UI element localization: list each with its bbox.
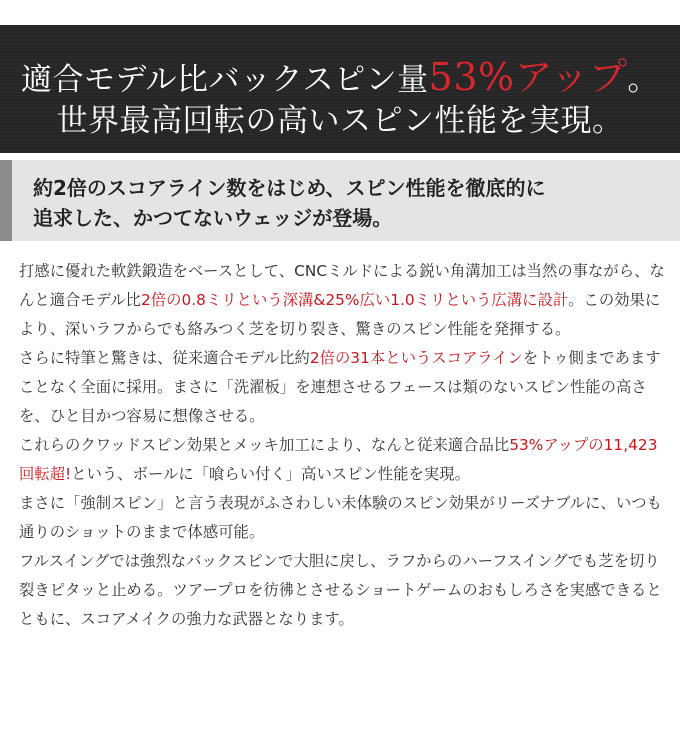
hero-headline [0, 46, 680, 101]
paragraph [19, 431, 669, 489]
hero-headline-text: 適合モデル比バックスピン量 [21, 62, 429, 98]
hero-subline: 世界最高回転の高いスピン性能を実現。 [56, 103, 624, 139]
paragraph [19, 257, 669, 344]
hero-headline-end: 。 [627, 62, 659, 98]
paragraph-text: をトゥ側まであますことなく全面に採用。まさに「洗濯板」を連想させるフェースは類のないスピン性能の高さを、ひと目かつ容易に想像させる。 [19, 349, 661, 425]
paragraph [19, 547, 669, 634]
paragraph-text: 打感に優れた軟鉄鍛造をベースとして、CNCミルドによる鋭い角溝加工は当然の事ながら、なんと適合モデル比 [19, 262, 665, 309]
paragraph-highlight: 2倍の31本というスコアライン [309, 349, 523, 367]
subheading-line: 追求した、かつてないウェッジが登場。 [33, 206, 393, 230]
hero-highlight: 53%アップ [428, 55, 628, 99]
paragraph-text: これらのクワッドスピン効果とメッキ加工により、なんと従来適合品比 [19, 436, 510, 454]
paragraph-highlight: 2倍の0.8ミリという深溝&25%広い1.0ミリという広溝に設計 [141, 291, 569, 309]
paragraph-highlight: 53%アップの11,423回転超! [19, 436, 658, 483]
subheading-line: 約2倍のスコアライン数をはじめ、スピン性能を徹底的に [33, 176, 546, 200]
paragraph-text: まさに「強制スピン」と言う表現がふさわしい未体験のスピン効果がリーズナブルに、いつも通りのショットのままで体感可能。 [19, 494, 662, 541]
paragraph [19, 489, 669, 547]
body-copy [19, 257, 669, 634]
paragraph-text: フルスイングでは強烈なバックスピンで大胆に戻し、ラフからのハーフスイングでも芝を切り裂きピタッと止める。ツアープロを彷彿とさせるショートゲームのおもしろさを実感できるとともに、スコアメイクの強力な武器となります。 [19, 552, 662, 628]
subheading-accent-bar [0, 160, 12, 241]
subheading-box [0, 160, 680, 241]
paragraph-text: 。この効果により、深いラフからでも絡みつく芝を切り裂き、驚きのスピン性能を発揮する。 [19, 291, 661, 338]
paragraph-text: という、ボールに「喰らい付く」高いスピン性能を実現。 [71, 465, 470, 483]
paragraph [19, 344, 669, 431]
paragraph-text: さらに特筆と驚きは、従来適合モデル比約 [19, 349, 310, 367]
subheading-text [33, 173, 673, 233]
